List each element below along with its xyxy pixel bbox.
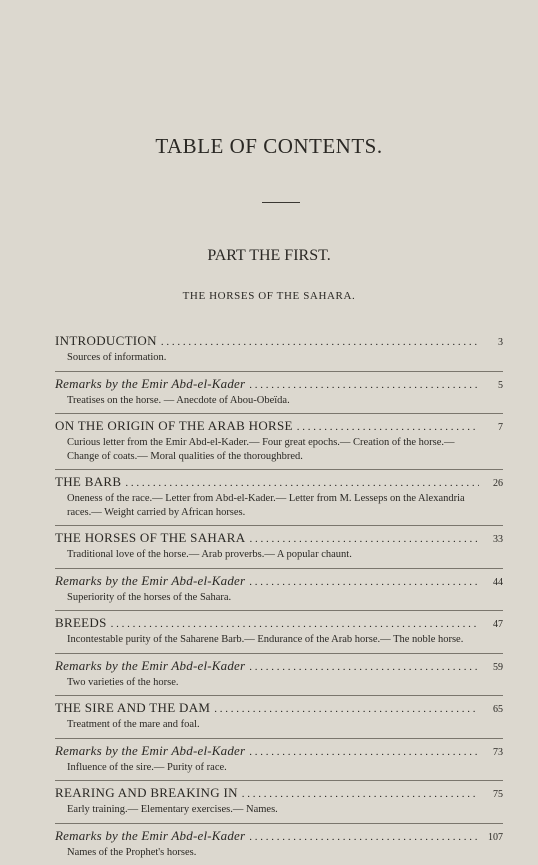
entry-heading [55,417,503,436]
entry-page-number: 107 [488,831,503,843]
entry-page-number: 59 [493,661,503,673]
entry-title: REARING AND BREAKING IN [55,785,238,800]
entry-heading [55,529,503,548]
dot-leader [249,574,479,591]
entry-description: Incontestable purity of the Saharene Barb.— Endurance of the Arab horse.— The noble horse. [67,634,464,645]
contents-entry [55,657,503,690]
entry-description: Curious letter from the Emir Abd-el-Kader.— Four great epochs.— Creation of the horse.— Change of coats.— Moral qualities of the thoroughbred. [67,437,455,462]
entry-page-number: 47 [493,619,503,630]
entry-divider [55,695,503,696]
dot-leader [161,334,479,351]
dot-leader [249,744,479,761]
part-heading: PART THE FIRST. [207,247,331,264]
contents-entry [55,529,503,562]
dot-leader [125,475,479,492]
entry-description: Sources of information. [67,352,167,363]
contents-entry [55,614,503,647]
entry-heading [55,827,503,846]
entry-title: INTRODUCTION [55,333,157,348]
entry-heading [55,375,503,394]
entry-divider [55,780,503,781]
contents-entry [55,332,503,365]
entry-title: Remarks by the Emir Abd-el-Kader [55,742,246,758]
contents-entry [55,572,503,605]
dot-leader [242,786,479,803]
entry-page-number: 33 [493,534,503,545]
contents-entry [55,375,503,408]
entry-title: ON THE ORIGIN OF THE ARAB HORSE [55,418,293,433]
entry-description: Influence of the sire.— Purity of race. [67,761,227,773]
entry-page-number: 5 [498,379,503,391]
entry-description: Oneness of the race.— Letter from Abd-el-Kader.— Letter from M. Lesseps on the Alexandria races.— Weight carried by African horses. [67,493,465,518]
entry-description: Superiority of the horses of the Sahara. [67,591,232,603]
entry-title: Remarks by the Emir Abd-el-Kader [55,375,246,391]
entry-description: Treatment of the mare and foal. [67,719,200,730]
contents-entry [55,827,503,860]
dot-leader [249,829,479,846]
entry-heading [55,657,503,676]
entry-title: Remarks by the Emir Abd-el-Kader [55,657,246,673]
entry-heading [55,614,503,633]
entry-divider [55,823,503,824]
entry-description: Early training.— Elementary exercises.— Names. [67,804,278,815]
entry-divider [55,738,503,739]
page-title: TABLE OF CONTENTS. [155,134,383,158]
entry-title: THE SIRE AND THE DAM [55,700,211,715]
entry-divider [55,371,503,372]
entry-heading [55,572,503,591]
part-subtitle: THE HORSES OF THE SAHARA. [182,290,356,302]
entry-title: THE HORSES OF THE SAHARA [55,530,246,545]
dot-leader [111,616,479,633]
dot-leader [249,659,479,676]
entry-heading [55,742,503,761]
entry-title: THE BARB [55,474,122,489]
contents-entry [55,784,503,817]
contents-entry [55,473,503,519]
entry-divider [55,525,503,526]
entry-heading [55,332,503,351]
entry-title: BREEDS [55,615,107,630]
dot-leader [214,701,479,718]
contents-entry [55,699,503,732]
entry-page-number: 73 [493,746,503,758]
title-rule [262,202,300,203]
entry-page-number: 65 [493,704,503,715]
contents-entry [55,417,503,463]
dot-leader [249,531,479,548]
entry-heading [55,473,503,492]
entry-page-number: 26 [493,478,503,489]
entry-heading [55,699,503,718]
entry-page-number: 3 [498,337,503,348]
entry-description: Treatises on the horse. — Anecdote of Abou-Obeïda. [67,394,290,406]
entry-description: Names of the Prophet's horses. [67,846,197,858]
entry-title: Remarks by the Emir Abd-el-Kader [55,827,246,843]
entry-divider [55,568,503,569]
entry-page-number: 75 [493,789,503,800]
entry-divider [55,413,503,414]
entry-heading [55,784,503,803]
contents-list [55,332,503,865]
entry-page-number: 44 [493,576,503,588]
entry-description: Traditional love of the horse.— Arab proverbs.— A popular chaunt. [67,549,352,560]
dot-leader [297,419,479,436]
entry-divider [55,469,503,470]
entry-description: Two varieties of the horse. [67,676,179,688]
dot-leader [249,377,479,394]
entry-divider [55,610,503,611]
entry-title: Remarks by the Emir Abd-el-Kader [55,572,246,588]
entry-page-number: 7 [498,422,503,433]
entry-divider [55,653,503,654]
contents-entry [55,742,503,775]
